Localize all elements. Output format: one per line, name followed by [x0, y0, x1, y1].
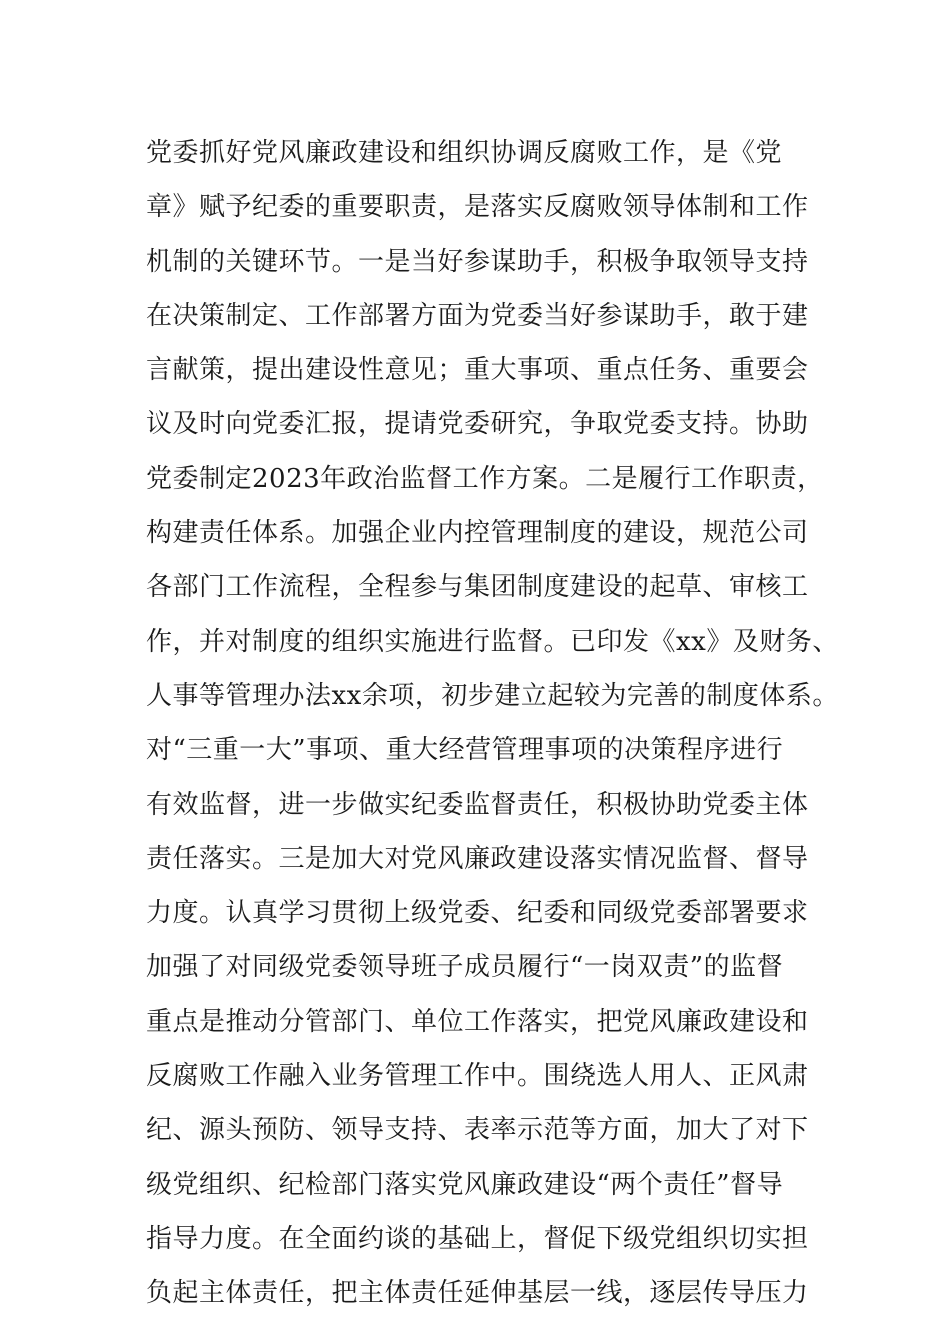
text-line-4: 在决策制定、工作部署方面为党委当好参谋助手，敢于建: [146, 300, 809, 331]
text-line-11: 人事等管理办法xx余项，初步建立起较为完善的制度体系。: [146, 680, 839, 711]
text-line-5: 言献策，提出建设性意见；重大事项、重点任务、重要会: [146, 355, 809, 386]
text-line-18: 反腐败工作融入业务管理工作中。围绕选人用人、正风肃: [146, 1061, 809, 1092]
text-line-14: 责任落实。三是加大对党风廉政建设落实情况监督、督导: [146, 843, 809, 874]
text-line-10: 作，并对制度的组织实施进行监督。已印发《xx》及财务、: [146, 626, 839, 657]
text-line-19: 纪、源头预防、领导支持、表率示范等方面，加大了对下: [146, 1115, 809, 1146]
text-line-13: 有效监督，进一步做实纪委监督责任，积极协助党委主体: [146, 789, 809, 820]
text-line-1: 党委抓好党风廉政建设和组织协调反腐败工作，是《党: [146, 138, 783, 168]
text-line-2: 章》赋予纪委的重要职责，是落实反腐败领导体制和工作: [146, 192, 809, 223]
text-line-22: 负起主体责任，把主体责任延伸基层一线，逐层传导压力: [146, 1278, 809, 1309]
text-line-21: 指导力度。在全面约谈的基础上，督促下级党组织切实担: [146, 1223, 809, 1254]
text-line-17: 重点是推动分管部门、单位工作落实，把党风廉政建设和: [146, 1006, 809, 1037]
text-line-9: 各部门工作流程，全程参与集团制度建设的起草、审核工: [146, 572, 809, 603]
text-line-3: 机制的关键环节。一是当好参谋助手，积极争取领导支持: [146, 246, 809, 277]
body-text: [146, 126, 846, 1321]
text-line-12: 对“三重一大”事项、重大经营管理事项的决策程序进行: [146, 735, 784, 766]
text-line-15: 力度。认真学习贯彻上级党委、纪委和同级党委部署要求: [146, 898, 809, 929]
text-line-16: 加强了对同级党委领导班子成员履行“一岗双责”的监督: [146, 952, 784, 983]
text-line-8: 构建责任体系。加强企业内控管理制度的建设，规范公司: [146, 518, 809, 549]
text-line-20: 级党组织、纪检部门落实党风廉政建设“两个责任”督导: [146, 1169, 784, 1200]
text-line-6: 议及时向党委汇报，提请党委研究，争取党委支持。协助: [146, 409, 809, 440]
text-line-7: 党委制定2023年政治监督工作方案。二是履行工作职责，: [146, 463, 824, 494]
